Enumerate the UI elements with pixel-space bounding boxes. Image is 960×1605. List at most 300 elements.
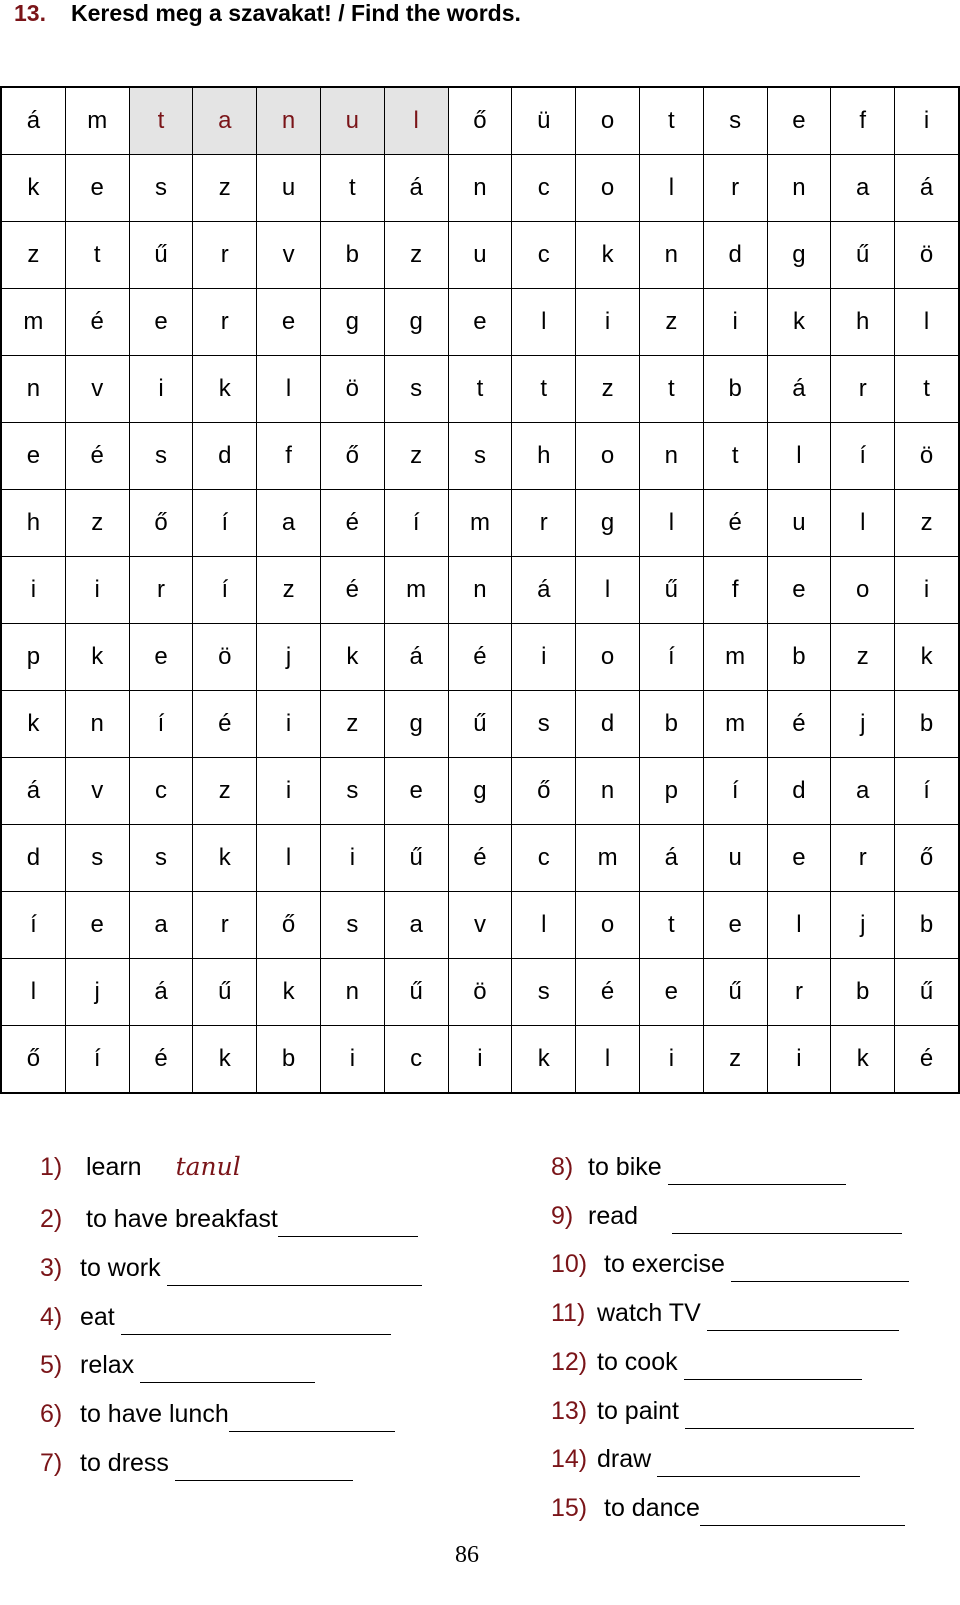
word-item-1 [40,1149,241,1185]
grid-cell[interactable]: v [65,758,129,825]
word-text: to bike [588,1153,662,1181]
grid-cell[interactable]: o [576,423,640,490]
grid-cell[interactable]: ö [895,423,959,490]
grid-cell[interactable]: l [576,1026,640,1094]
word-number: 7) [40,1449,63,1477]
word-text: learn [86,1153,142,1181]
grid-cell[interactable]: k [193,356,257,423]
grid-cell[interactable]: ő [512,758,576,825]
grid-cell[interactable]: e [257,289,321,356]
grid-cell[interactable]: a [193,87,257,155]
word-text: relax [80,1351,135,1379]
grid-cell[interactable]: ő [1,1026,65,1094]
grid-cell[interactable]: ö [448,959,512,1026]
grid-cell[interactable]: b [639,691,703,758]
grid-cell[interactable]: é [320,490,384,557]
answer-blank[interactable] [229,1405,395,1432]
grid-cell[interactable]: t [639,356,703,423]
answer-blank[interactable] [668,1158,846,1185]
grid-cell[interactable]: c [512,825,576,892]
grid-cell[interactable]: u [767,490,831,557]
grid-cell[interactable]: s [384,356,448,423]
grid-cell[interactable]: a [831,155,895,222]
grid-cell[interactable]: g [576,490,640,557]
grid-cell[interactable]: e [384,758,448,825]
word-number: 11) [551,1299,586,1327]
grid-cell[interactable]: á [1,87,65,155]
grid-cell[interactable]: k [767,289,831,356]
grid-cell[interactable]: e [639,959,703,1026]
grid-cell[interactable]: z [384,222,448,289]
grid-cell[interactable]: l [257,356,321,423]
grid-cell[interactable]: n [448,557,512,624]
answer-blank[interactable] [278,1210,418,1237]
grid-cell[interactable]: f [831,87,895,155]
grid-cell[interactable]: a [257,490,321,557]
grid-cell[interactable]: l [831,490,895,557]
grid-cell[interactable]: l [639,155,703,222]
grid-cell[interactable]: b [320,222,384,289]
grid-cell[interactable]: n [257,87,321,155]
grid-cell[interactable]: n [767,155,831,222]
grid-cell[interactable]: z [576,356,640,423]
word-number: 15) [551,1494,588,1522]
grid-cell[interactable]: o [576,892,640,959]
grid-cell[interactable]: k [1,691,65,758]
word-item-12 [551,1344,862,1380]
grid-cell[interactable]: d [193,423,257,490]
grid-cell[interactable]: e [703,892,767,959]
grid-cell[interactable]: i [1,557,65,624]
grid-row [1,892,959,959]
grid-cell[interactable]: v [65,356,129,423]
answer-blank[interactable] [167,1259,422,1286]
grid-cell[interactable]: s [65,825,129,892]
word-number: 10) [551,1250,588,1278]
grid-row [1,557,959,624]
grid-cell[interactable]: n [448,155,512,222]
grid-cell[interactable]: m [703,691,767,758]
grid-cell[interactable]: r [831,356,895,423]
grid-cell[interactable]: é [576,959,640,1026]
grid-cell[interactable]: á [767,356,831,423]
grid-cell[interactable]: a [129,892,193,959]
grid-cell[interactable]: e [767,87,831,155]
word-item-11 [551,1295,899,1331]
grid-cell[interactable]: t [65,222,129,289]
grid-cell[interactable]: é [320,557,384,624]
grid-cell[interactable]: v [257,222,321,289]
grid-cell[interactable]: n [639,423,703,490]
exercise-title: Keresd meg a szavakat! / Find the words. [71,0,521,26]
grid-cell[interactable]: i [895,557,959,624]
word-number: 14) [551,1445,588,1473]
grid-cell[interactable]: b [831,959,895,1026]
grid-cell[interactable]: g [320,289,384,356]
grid-cell[interactable]: c [384,1026,448,1094]
word-item-14 [551,1441,860,1477]
grid-cell[interactable]: e [1,423,65,490]
grid-cell[interactable]: k [193,825,257,892]
grid-cell[interactable]: u [448,222,512,289]
grid-cell[interactable]: m [65,87,129,155]
page-number: 86 [455,1542,479,1568]
word-text: to have lunch [80,1400,229,1428]
grid-cell[interactable]: e [448,289,512,356]
grid-cell[interactable]: ű [384,959,448,1026]
grid-cell[interactable]: z [639,289,703,356]
grid-cell[interactable]: c [129,758,193,825]
grid-cell[interactable]: í [1,892,65,959]
grid-cell[interactable]: b [257,1026,321,1094]
grid-cell[interactable]: g [448,758,512,825]
grid-cell[interactable]: h [1,490,65,557]
word-item-8 [551,1149,846,1185]
exercise-header [14,0,521,30]
grid-cell[interactable]: k [895,624,959,691]
grid-cell[interactable]: í [831,423,895,490]
answer-blank[interactable] [731,1255,909,1282]
grid-cell[interactable]: ű [193,959,257,1026]
grid-cell[interactable]: u [703,825,767,892]
grid-cell[interactable]: e [129,289,193,356]
grid-cell[interactable]: ő [895,825,959,892]
grid-row [1,289,959,356]
grid-cell[interactable]: e [65,892,129,959]
grid-cell[interactable]: r [831,825,895,892]
grid-cell[interactable]: á [129,959,193,1026]
grid-cell[interactable]: i [895,87,959,155]
grid-cell[interactable]: l [1,959,65,1026]
grid-cell[interactable]: z [65,490,129,557]
grid-cell[interactable]: i [703,289,767,356]
grid-cell[interactable]: s [129,825,193,892]
word-text: draw [597,1445,652,1473]
word-text: to dance [604,1494,700,1522]
answer-blank[interactable] [140,1356,315,1383]
grid-cell[interactable]: t [639,892,703,959]
word-number: 4) [40,1303,63,1331]
grid-cell[interactable]: i [639,1026,703,1094]
grid-row [1,959,959,1026]
grid-cell[interactable]: s [448,423,512,490]
grid-cell[interactable]: r [193,892,257,959]
grid-cell[interactable]: b [895,892,959,959]
grid-cell[interactable]: m [448,490,512,557]
grid-cell[interactable]: ű [129,222,193,289]
grid-cell[interactable]: t [320,155,384,222]
grid-cell[interactable]: o [576,624,640,691]
grid-cell[interactable]: v [448,892,512,959]
grid-cell[interactable]: p [639,758,703,825]
grid-cell[interactable]: h [512,423,576,490]
grid-cell[interactable]: m [384,557,448,624]
answer-blank[interactable] [685,1402,914,1429]
grid-cell[interactable]: t [129,87,193,155]
grid-cell[interactable]: h [831,289,895,356]
grid-cell[interactable]: d [767,758,831,825]
grid-cell[interactable]: k [831,1026,895,1094]
word-item-6 [40,1396,395,1432]
word-item-9 [551,1198,902,1234]
grid-cell[interactable]: j [831,691,895,758]
grid-cell[interactable]: i [448,1026,512,1094]
word-item-10 [551,1246,909,1282]
grid-cell[interactable]: z [193,758,257,825]
grid-cell[interactable]: c [512,155,576,222]
grid-row [1,691,959,758]
grid-cell[interactable]: z [1,222,65,289]
grid-cell[interactable]: ő [320,423,384,490]
word-text: watch TV [597,1299,701,1327]
grid-cell[interactable]: é [448,624,512,691]
grid-cell[interactable]: é [65,289,129,356]
grid-cell[interactable]: ő [257,892,321,959]
grid-row [1,356,959,423]
grid-cell[interactable]: t [703,423,767,490]
grid-cell[interactable]: r [193,222,257,289]
word-text: read [588,1202,639,1230]
grid-cell[interactable]: z [895,490,959,557]
grid-cell[interactable]: m [576,825,640,892]
answer-blank[interactable] [657,1450,860,1477]
grid-cell[interactable]: ű [703,959,767,1026]
grid-row [1,222,959,289]
grid-cell[interactable]: í [129,691,193,758]
grid-cell[interactable]: l [639,490,703,557]
word-text: eat [80,1303,115,1331]
word-text: to have breakfast [86,1205,278,1233]
grid-cell[interactable]: í [703,758,767,825]
grid-cell[interactable]: k [65,624,129,691]
grid-cell[interactable]: i [767,1026,831,1094]
grid-cell[interactable]: d [703,222,767,289]
grid-cell[interactable]: j [65,959,129,1026]
grid-cell[interactable]: i [320,1026,384,1094]
grid-cell[interactable]: g [384,691,448,758]
word-number: 12) [551,1348,588,1376]
grid-cell[interactable]: z [703,1026,767,1094]
grid-cell[interactable]: í [639,624,703,691]
word-text: to exercise [604,1250,725,1278]
word-item-3 [40,1250,422,1286]
grid-cell[interactable]: g [767,222,831,289]
grid-cell[interactable]: á [384,624,448,691]
grid-cell[interactable]: e [767,825,831,892]
grid-cell[interactable]: é [767,691,831,758]
grid-cell[interactable]: t [639,87,703,155]
grid-row [1,624,959,691]
grid-cell[interactable]: é [703,490,767,557]
grid-cell[interactable]: z [831,624,895,691]
grid-cell[interactable]: z [384,423,448,490]
grid-cell[interactable]: m [703,624,767,691]
answer-blank[interactable] [684,1353,862,1380]
word-number: 8) [551,1153,574,1181]
grid-cell[interactable]: k [193,1026,257,1094]
grid-cell[interactable]: á [1,758,65,825]
grid-cell[interactable]: t [448,356,512,423]
word-item-15 [551,1490,905,1526]
grid-cell[interactable]: á [512,557,576,624]
grid-cell[interactable]: u [320,87,384,155]
word-number: 9) [551,1202,574,1230]
grid-cell[interactable]: i [576,289,640,356]
grid-cell[interactable]: l [257,825,321,892]
grid-cell[interactable]: t [895,356,959,423]
answer-blank[interactable] [700,1499,905,1526]
grid-cell[interactable]: á [895,155,959,222]
grid-cell[interactable]: l [512,289,576,356]
grid-cell[interactable]: ö [895,222,959,289]
grid-row [1,423,959,490]
grid-cell[interactable]: í [65,1026,129,1094]
word-item-13 [551,1393,914,1429]
grid-cell[interactable]: l [895,289,959,356]
grid-cell[interactable]: é [65,423,129,490]
grid-cell[interactable]: z [193,155,257,222]
grid-row [1,155,959,222]
grid-cell[interactable]: a [384,892,448,959]
grid-cell[interactable]: i [65,557,129,624]
grid-cell[interactable]: í [384,490,448,557]
grid-cell[interactable]: n [320,959,384,1026]
grid-cell[interactable]: á [384,155,448,222]
grid-cell[interactable]: ü [512,87,576,155]
grid-cell[interactable]: d [576,691,640,758]
grid-cell[interactable]: ö [193,624,257,691]
grid-cell[interactable]: n [639,222,703,289]
grid-cell[interactable]: é [448,825,512,892]
grid-cell[interactable]: s [320,892,384,959]
grid-cell[interactable]: ö [320,356,384,423]
answer-blank[interactable] [175,1454,353,1481]
grid-cell[interactable]: b [703,356,767,423]
grid-cell[interactable]: r [767,959,831,1026]
grid-cell[interactable]: s [512,959,576,1026]
grid-row [1,490,959,557]
grid-cell[interactable]: i [320,825,384,892]
word-item-2 [40,1201,418,1237]
grid-cell[interactable]: l [767,423,831,490]
grid-cell[interactable]: é [193,691,257,758]
word-number: 1) [40,1153,63,1181]
grid-cell[interactable]: ű [831,222,895,289]
grid-cell[interactable]: n [1,356,65,423]
grid-cell[interactable]: i [512,624,576,691]
word-number: 6) [40,1400,63,1428]
grid-cell[interactable]: g [384,289,448,356]
word-item-7 [40,1445,353,1481]
grid-cell[interactable]: e [65,155,129,222]
grid-cell[interactable]: á [639,825,703,892]
grid-cell[interactable]: f [257,423,321,490]
grid-cell[interactable]: ű [448,691,512,758]
grid-cell[interactable]: ő [448,87,512,155]
grid-cell[interactable]: s [512,691,576,758]
grid-cell[interactable]: z [320,691,384,758]
exercise-number: 13. [14,0,46,26]
grid-cell[interactable]: í [193,557,257,624]
word-number: 13) [551,1397,588,1425]
grid-cell[interactable]: i [257,758,321,825]
grid-cell[interactable]: b [767,624,831,691]
grid-cell[interactable]: l [384,87,448,155]
grid-row [1,825,959,892]
grid-cell[interactable]: r [129,557,193,624]
grid-cell[interactable]: k [1,155,65,222]
grid-cell[interactable]: ű [384,825,448,892]
grid-cell[interactable]: é [895,1026,959,1094]
word-item-4 [40,1299,391,1335]
answer-blank[interactable] [707,1304,899,1331]
grid-cell[interactable]: é [129,1026,193,1094]
grid-cell[interactable]: k [576,222,640,289]
grid-cell[interactable]: d [1,825,65,892]
grid-cell[interactable]: s [129,423,193,490]
grid-cell[interactable]: n [576,758,640,825]
grid-cell[interactable]: r [512,490,576,557]
grid-cell[interactable]: í [895,758,959,825]
grid-cell[interactable]: r [703,155,767,222]
grid-cell[interactable]: m [1,289,65,356]
grid-cell[interactable]: l [512,892,576,959]
grid-cell[interactable]: ű [895,959,959,1026]
grid-cell[interactable]: c [512,222,576,289]
grid-cell[interactable]: s [703,87,767,155]
grid-cell[interactable]: l [767,892,831,959]
grid-cell[interactable]: ő [129,490,193,557]
word-item-5 [40,1347,315,1383]
word-text: to cook [597,1348,678,1376]
grid-cell[interactable]: s [129,155,193,222]
grid-cell[interactable]: s [320,758,384,825]
word-number: 5) [40,1351,63,1379]
grid-cell[interactable]: p [1,624,65,691]
grid-cell[interactable]: k [512,1026,576,1094]
grid-cell[interactable]: i [257,691,321,758]
grid-cell[interactable]: i [129,356,193,423]
answer-blank[interactable] [672,1207,902,1234]
grid-row [1,1026,959,1094]
grid-cell[interactable]: e [129,624,193,691]
example-answer: tanul [175,1152,241,1181]
grid-cell[interactable]: o [576,155,640,222]
grid-cell[interactable]: k [257,959,321,1026]
grid-row [1,87,959,155]
grid-cell[interactable]: z [257,557,321,624]
grid-cell[interactable]: n [65,691,129,758]
grid-cell[interactable]: í [193,490,257,557]
grid-cell[interactable]: r [193,289,257,356]
grid-cell[interactable]: o [576,87,640,155]
grid-cell[interactable]: ű [639,557,703,624]
grid-cell[interactable]: t [512,356,576,423]
grid-cell[interactable]: e [767,557,831,624]
grid-cell[interactable]: l [576,557,640,624]
word-text: to work [80,1254,161,1282]
grid-row [1,758,959,825]
answer-blank[interactable] [121,1308,391,1335]
grid-cell[interactable]: f [703,557,767,624]
grid-cell[interactable]: b [895,691,959,758]
grid-cell[interactable]: j [257,624,321,691]
grid-cell[interactable]: j [831,892,895,959]
grid-cell[interactable]: a [831,758,895,825]
grid-cell[interactable]: u [257,155,321,222]
grid-cell[interactable]: o [831,557,895,624]
grid-cell[interactable]: k [320,624,384,691]
